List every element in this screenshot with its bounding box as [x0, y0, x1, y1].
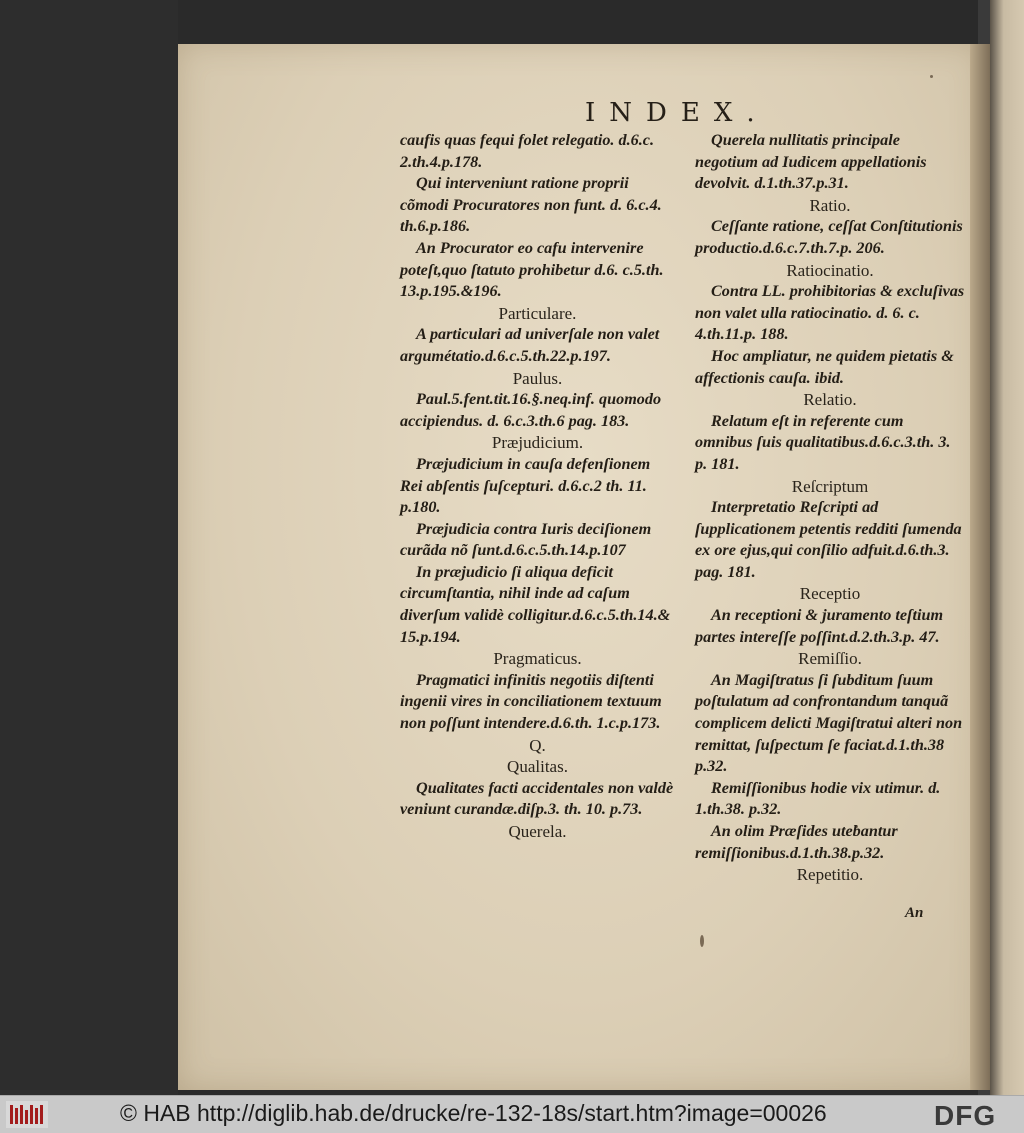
index-entry: Remiſſionibus hodie vix utimur. d. 1.th.38. p.32.: [695, 778, 941, 819]
index-entry: An receptioni & juramento teſtium partes intereſſe poſſint.d.2.th.3.p. 47.: [695, 606, 944, 646]
index-entry: An olim Præſides utebantur remiſſionibus.d.1.th.38.p.32.: [695, 822, 898, 862]
index-entry: Relatum eſt in referente cum omnibus ſuis qualitatibus.d.6.c.3.th. 3. p. 181.: [695, 411, 951, 473]
index-column-right: [695, 130, 965, 886]
index-heading: Præjudicium.: [491, 433, 584, 453]
adjacent-page-edge: [990, 0, 1024, 1095]
index-entry-continuation: caufis quas fequi folet relegatio. d.6.c. 2.th.4.p.178.: [400, 131, 655, 171]
index-entry: Præjudicium in cauſa defenſionem Rei abſentis ſuſcepturi. d.6.c.2 th. 11. p.180.: [400, 454, 651, 517]
index-entry: Pragmatici infinitis negotiis diſtenti ingenii vires in conciliationem textuum non poſſunt intendere.d.6.th. 1.c.p.173.: [400, 670, 662, 733]
index-entry: Hoc ampliatur, ne quidem pietatis & affectionis cauſa. ibid.: [695, 346, 954, 387]
ink-speck: [930, 75, 933, 78]
index-heading: Ratiocinatio.: [786, 260, 874, 280]
index-heading: Repetitio.: [796, 865, 864, 885]
index-heading: Qualitas.: [507, 757, 568, 777]
index-entry: Querela nullitatis principale negotium ad Iudicem appellationis devolvit. d.1.th.37.p.31.: [695, 131, 927, 193]
index-heading: Receptio: [799, 584, 861, 604]
copyright-url[interactable]: © HAB http://diglib.hab.de/drucke/re-132-18s/start.htm?image=00026: [120, 1100, 827, 1126]
index-heading: Reſcriptum: [791, 476, 869, 496]
page-gutter: [970, 44, 990, 1090]
index-entry: In præjudicio ſi aliqua deficit circumſtantia, nihil inde ad caſum diverſum validè colligitur.d.6.c.5.th.14.& 15.p.194.: [400, 562, 671, 646]
dfg-logo: DFG: [934, 1100, 997, 1131]
index-entry: Præjudicia contra Iuris deciſionem curãda nõ ſunt.d.6.c.5.th.14.p.107: [400, 519, 652, 560]
index-heading: Querela.: [508, 822, 567, 841]
index-heading: Pragmaticus.: [493, 649, 582, 669]
viewer-footer: [0, 1095, 1024, 1133]
index-heading: Ratio.: [809, 195, 851, 215]
index-heading: Relatio.: [803, 390, 857, 410]
index-heading: Paulus.: [512, 368, 563, 388]
running-head: INDEX.: [585, 98, 769, 128]
index-entry: An Procurator eo cafu intervenire poteſt,quo ſtatuto prohibetur d.6. c.5.th. 13.p.195.&196.: [400, 238, 664, 301]
index-entry: Ceſſante ratione, ceſſat Conſtitutionis productio.d.6.c.7.th.7.p. 206.: [695, 217, 963, 257]
hab-library-logo-icon: [6, 1101, 48, 1128]
index-entry: Qualitates facti accidentales non valdè veniunt curandæ.diſp.3. th. 10. p.73.: [400, 778, 674, 819]
index-entry: Contra LL. prohibitorias & excluſivas non valet ulla ratiocinatio. d. 6. c. 4.th.11.p. 188.: [695, 282, 965, 344]
index-entry: An Magiſtratus ſi ſubditum ſuum poſtulatum ad confrontandum tanquã complicem delicti Magiſtratui alteri non remittat, ſuſpectum ſe faciat.d.1.th.38 p.32.: [695, 670, 963, 776]
index-heading: Remiſſio.: [798, 649, 862, 669]
index-heading: Q.: [529, 735, 546, 755]
index-entry: Interpretatio Reſcripti ad ſupplicationem petentis redditi ſumenda ex ore ejus,qui conſilio adfuit.d.6.th.3. pag. 181.: [695, 498, 962, 581]
index-entry: A particulari ad univerſale non valet argumétatio.d.6.c.5.th.22.p.197.: [400, 325, 660, 365]
viewer-background-left: [0, 0, 178, 1095]
index-entry: Paul.5.fent.tit.16.§.neq.inf. quomodo accipiendus. d. 6.c.3.th.6 pag. 183.: [400, 390, 662, 430]
index-entry: Qui interveniunt ratione proprii cõmodi Procuratores non funt. d. 6.c.4. th.6.p.186.: [400, 174, 662, 236]
catchword: An: [905, 905, 924, 921]
index-column-left: [400, 130, 675, 843]
index-heading: Particulare.: [498, 303, 577, 323]
ink-speck: [700, 935, 704, 947]
